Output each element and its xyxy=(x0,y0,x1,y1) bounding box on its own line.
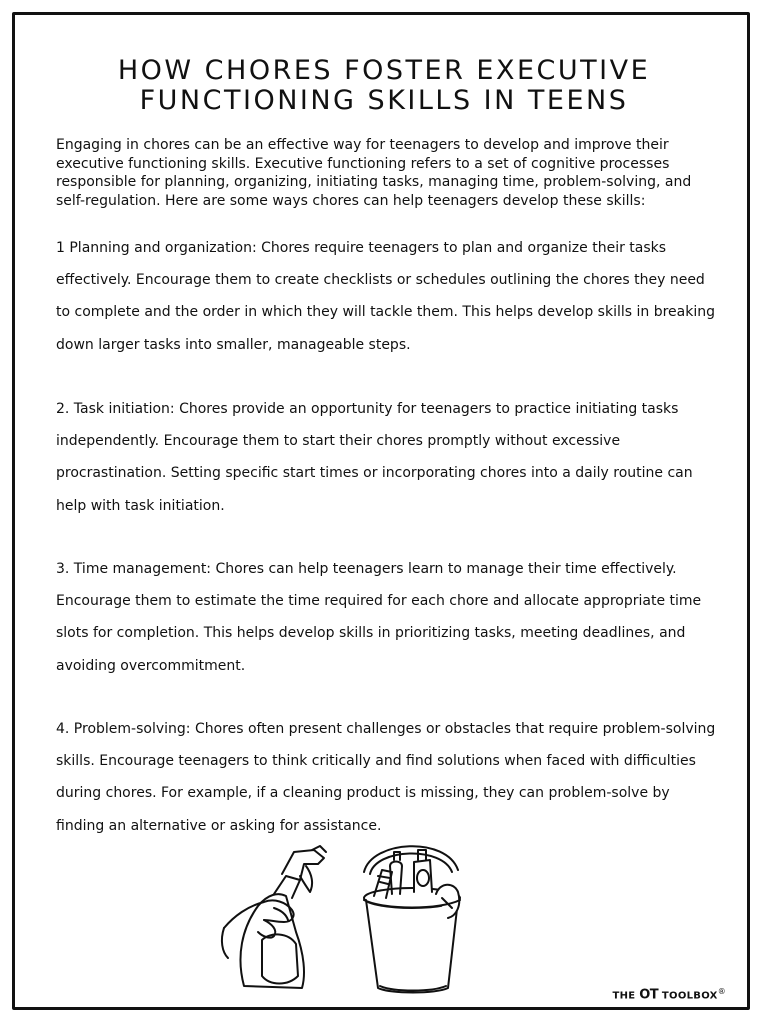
registered-mark: ® xyxy=(717,986,726,996)
brand-suffix: TOOLBOX xyxy=(658,990,718,1001)
section-planning-organization: 1 Planning and organization: Chores require teenagers to plan and organize their tasks effectively. Encourage them to create checklists or schedules outlining the chores they need to complete and the order in which they will tackle them. This helps develop skills in breaking down larger tasks into smaller, manageable steps. xyxy=(56,240,715,353)
section-problem-solving: 4. Problem-solving: Chores often present challenges or obstacles that require problem-solving skills. Encourage teenagers to think critically and find solutions when faced with difficulties during chores. For example, if a cleaning product is missing, they can problem-solve by finding an alternative or asking for assistance. xyxy=(56,721,716,834)
page-title xyxy=(40,56,728,116)
title-line-2: FUNCTIONING SKILLS IN TEENS xyxy=(139,85,629,116)
section-time-management: 3. Time management: Chores can help teenagers learn to manage their time effectively. Encourage them to estimate the time required for each chore and allocate appropriate time slots for completion. This helps develop skills in prioritizing tasks, meeting deadlines, and avoiding overcommitment. xyxy=(56,561,702,674)
brand-prefix: THE xyxy=(612,990,640,1001)
intro-paragraph: Engaging in chores can be an effective way for teenagers to develop and improve their executive functioning skills. Executive functioning refers to a set of cognitive processes responsible for planning, organizing, initiating tasks, managing time, problem-solving, and self-regulation. Here are some ways chores can help teenagers develop these skills: xyxy=(56,137,692,209)
title-line-1: HOW CHORES FOSTER EXECUTIVE xyxy=(117,55,651,86)
cleaning-illustration xyxy=(214,836,484,1000)
brand-logo xyxy=(613,987,727,1002)
spray-bottle-icon xyxy=(222,846,326,988)
section-task-initiation: 2. Task initiation: Chores provide an opportunity for teenagers to practice initiating tasks independently. Encourage them to start their chores promptly without excessive procrastination. Setting specific start times or incorporating chores into a daily routine can help with task initiation. xyxy=(56,401,693,514)
brand-mark: OT xyxy=(639,987,659,1002)
cleaning-bucket-icon xyxy=(364,846,460,992)
